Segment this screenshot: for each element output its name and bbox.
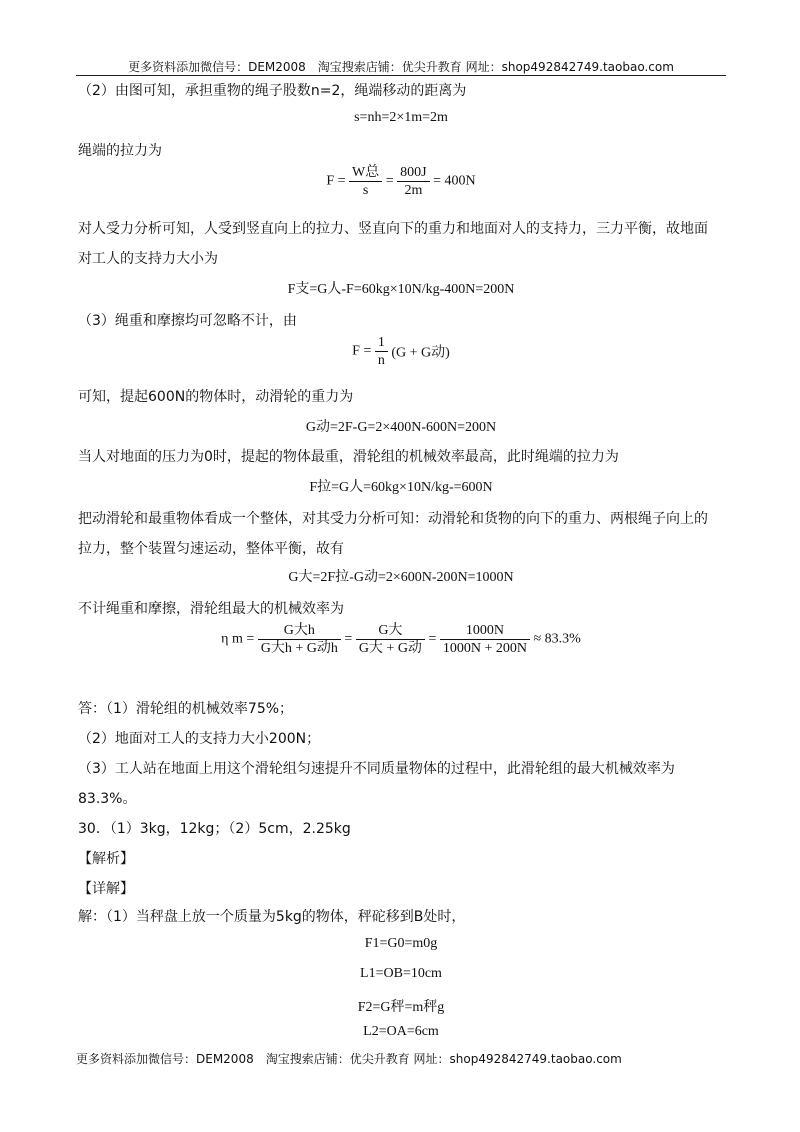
paragraph: （2）由图可知，承担重物的绳子股数n=2，绳端移动的距离为 [78, 83, 467, 99]
eq-lhs: F = [352, 343, 372, 359]
fraction [356, 622, 425, 657]
numerator: G大 [356, 622, 425, 640]
question-answer: 30．（1）3kg，12kg；（2）5cm，2.25kg [78, 821, 351, 837]
fraction [258, 622, 341, 657]
equation-fraction [76, 334, 726, 369]
section-heading: 【解析】 [78, 851, 134, 867]
section-heading: 【详解】 [78, 881, 134, 897]
header-divider [76, 75, 726, 76]
paragraph: （3）绳重和摩擦均可忽略不计，由 [78, 313, 297, 329]
equation: L2=OA=6cm [363, 1024, 439, 1039]
fraction [397, 164, 429, 199]
numerator: 1 [375, 334, 388, 352]
paragraph: 当人对地面的压力为0时，提起的物体最重，滑轮组的机械效率最高，此时绳端的拉力为 [78, 449, 619, 465]
denominator: 2m [404, 183, 423, 198]
fraction [440, 622, 530, 657]
answer-line: 83.3%。 [78, 791, 137, 807]
eq-equals: = [428, 631, 437, 647]
equation: G动=2F-G=2×400N-600N=200N [305, 420, 497, 435]
paragraph: 拉力，整个装置匀速运动，整体平衡，故有 [78, 541, 344, 557]
equation: s=nh=2×1m=2m [354, 110, 448, 125]
equation-fraction [76, 164, 726, 199]
paragraph: 解：（1）当秤盘上放一个质量为5kg的物体，秤砣移到B处时， [78, 909, 466, 925]
denominator: G大h + G动h [260, 641, 338, 656]
fraction [349, 164, 382, 199]
paragraph: 不计绳重和摩擦，滑轮组最大的机械效率为 [78, 601, 344, 617]
denominator: G大 + G动 [358, 641, 422, 656]
denominator: 1000N + 200N [442, 641, 527, 656]
numerator: 1000N [440, 622, 530, 640]
denominator: n [377, 353, 385, 368]
eq-lhs: η m = [221, 631, 255, 647]
eq-rhs: (G + G动) [391, 345, 450, 361]
eq-rhs: ≈ 83.3% [533, 631, 581, 647]
equation: F拉=G人=60kg×10N/kg-=600N [309, 480, 493, 495]
paragraph: 对工人的支持力大小为 [78, 251, 218, 267]
eq-lhs: F = [326, 173, 346, 189]
equation: F1=G0=m0g [364, 936, 438, 951]
denominator: s [362, 183, 369, 198]
equation: L1=OB=10cm [360, 966, 442, 981]
answer-line: 答：（1）滑轮组的机械效率75%； [78, 701, 294, 717]
numerator: W总 [349, 164, 382, 182]
numerator: G大h [258, 622, 341, 640]
paragraph: 对人受力分析可知，人受到竖直向上的拉力、竖直向下的重力和地面对人的支持力，三力平衡，故地面 [78, 221, 708, 237]
equation-efficiency [76, 622, 726, 657]
eq-equals: = [344, 631, 353, 647]
paragraph: 可知，提起600N的物体时，动滑轮的重力为 [78, 389, 354, 405]
page-footer: 更多资料添加微信号：DEM2008 淘宝搜索店铺：优尖升教育 网址：shop492842749.taobao.com [76, 1052, 622, 1066]
paragraph: 绳端的拉力为 [78, 143, 162, 159]
eq-rhs: = 400N [433, 173, 476, 189]
eq-equals: = [385, 173, 394, 189]
fraction [375, 334, 388, 369]
equation: G大=2F拉-G动=2×600N-200N=1000N [288, 570, 514, 585]
paragraph: 把动滑轮和最重物体看成一个整体，对其受力分析可知：动滑轮和货物的向下的重力、两根绳子向上的 [78, 511, 708, 527]
equation: F支=G人-F=60kg×10N/kg-400N=200N [287, 282, 515, 297]
numerator: 800J [397, 164, 429, 182]
equation: F2=G秤=m秤g [357, 1000, 445, 1015]
answer-line: （3）工人站在地面上用这个滑轮组匀速提升不同质量物体的过程中，此滑轮组的最大机械效率为 [78, 761, 675, 777]
answer-line: （2）地面对工人的支持力大小200N； [78, 731, 321, 747]
page-header: 更多资料添加微信号：DEM2008 淘宝搜索店铺：优尖升教育 网址：shop492842749.taobao.com [128, 60, 674, 74]
